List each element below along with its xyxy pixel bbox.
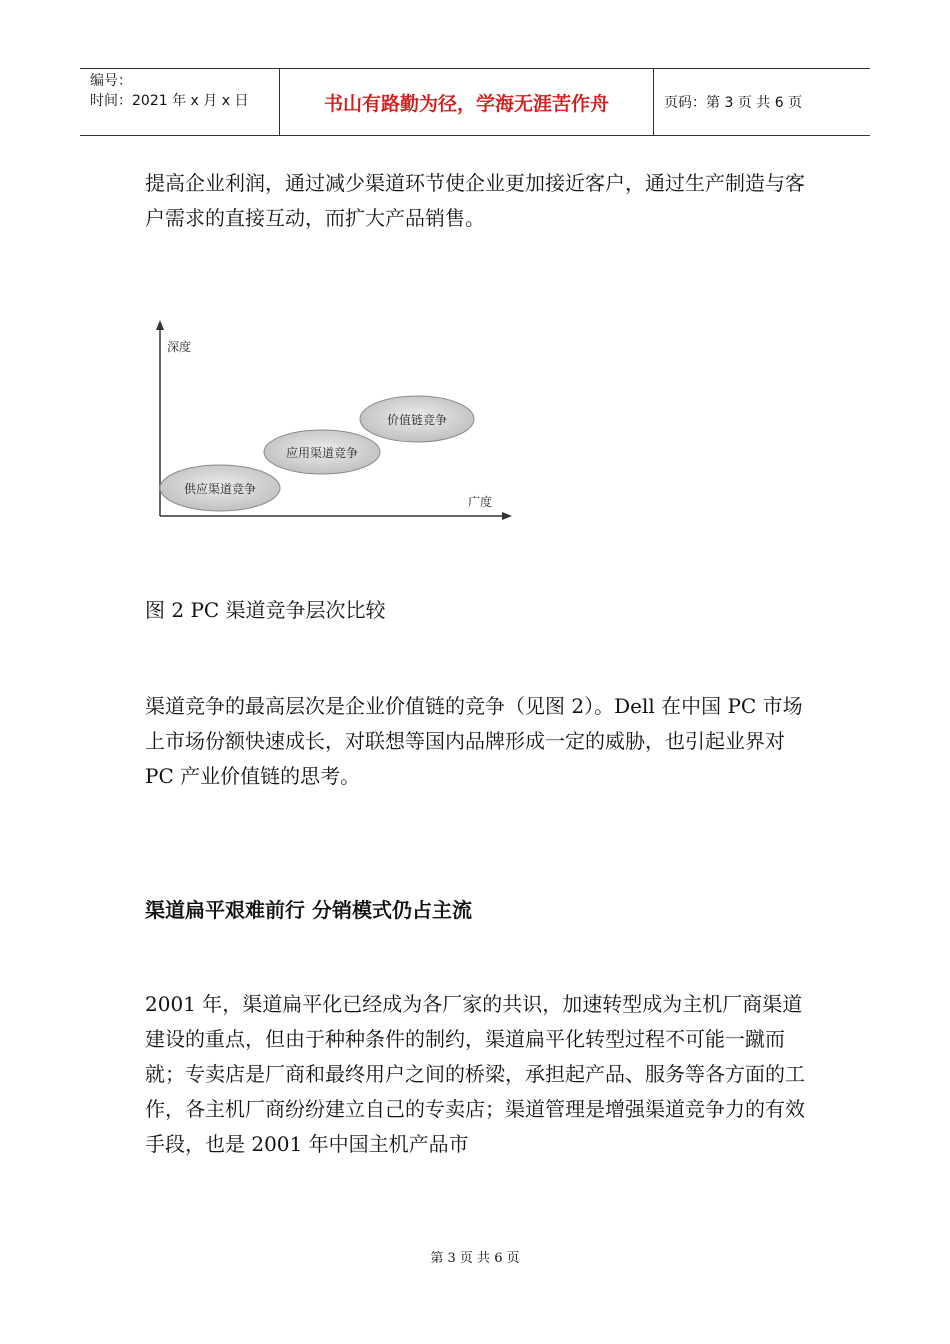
paragraph-1: 提高企业利润，通过减少渠道环节使企业更加接近客户，通过生产制造与客户需求的直接互动，而扩大产品销售。 [145, 171, 805, 230]
ellipse-application-channel [264, 430, 380, 474]
channel-competition-diagram [150, 318, 530, 528]
y-axis-arrow [156, 320, 164, 330]
header-motto: 书山有路勤为径，学海无涯苦作舟 [280, 69, 654, 135]
ellipse-label-application: 应用渠道竞争 [285, 446, 359, 460]
ellipse-label-supply: 供应渠道竞争 [183, 482, 257, 496]
x-axis-label: 广度 [468, 495, 493, 509]
section-heading: 渠道扁平艰难前行 分销模式仍占主流 [145, 898, 472, 922]
figure-caption: 图 2 PC 渠道竞争层次比较 [145, 598, 386, 622]
page-header [80, 68, 870, 136]
y-axis-label: 深度 [167, 340, 192, 354]
header-page-info: 页码：第 3 页 共 6 页 [664, 95, 803, 111]
page-footer: 第 3 页 共 6 页 [430, 1251, 520, 1266]
x-axis-arrow [502, 512, 512, 520]
document-date: 时间：2021 年 x 月 x 日 [90, 93, 249, 109]
header-meta [80, 69, 280, 135]
document-number-label: 编号： [90, 73, 132, 89]
paragraph-3: 2001 年，渠道扁平化已经成为各厂家的共识，加速转型成为主机厂商渠道建设的重点，但由于种种条件的制约，渠道扁平化转型过程不可能一蹴而就；专卖店是厂商和最终用户之间的桥梁，承担起产品、服务等各方面的工作，各主机厂商纷纷建立自己的专卖店；渠道管理是增强渠道竞争力的有效手段，也是 2001 年中国主机产品市 [145, 992, 805, 1156]
ellipse-value-chain [360, 396, 474, 442]
paragraph-2: 渠道竞争的最高层次是企业价值链的竞争（见图 2）。Dell 在中国 PC 市场上市场份额快速成长，对联想等国内品牌形成一定的威胁，也引起业界对 PC 产业价值链的思考。 [145, 694, 803, 788]
ellipse-supply-channel [160, 465, 280, 511]
ellipse-label-value-chain: 价值链竞争 [386, 413, 448, 427]
